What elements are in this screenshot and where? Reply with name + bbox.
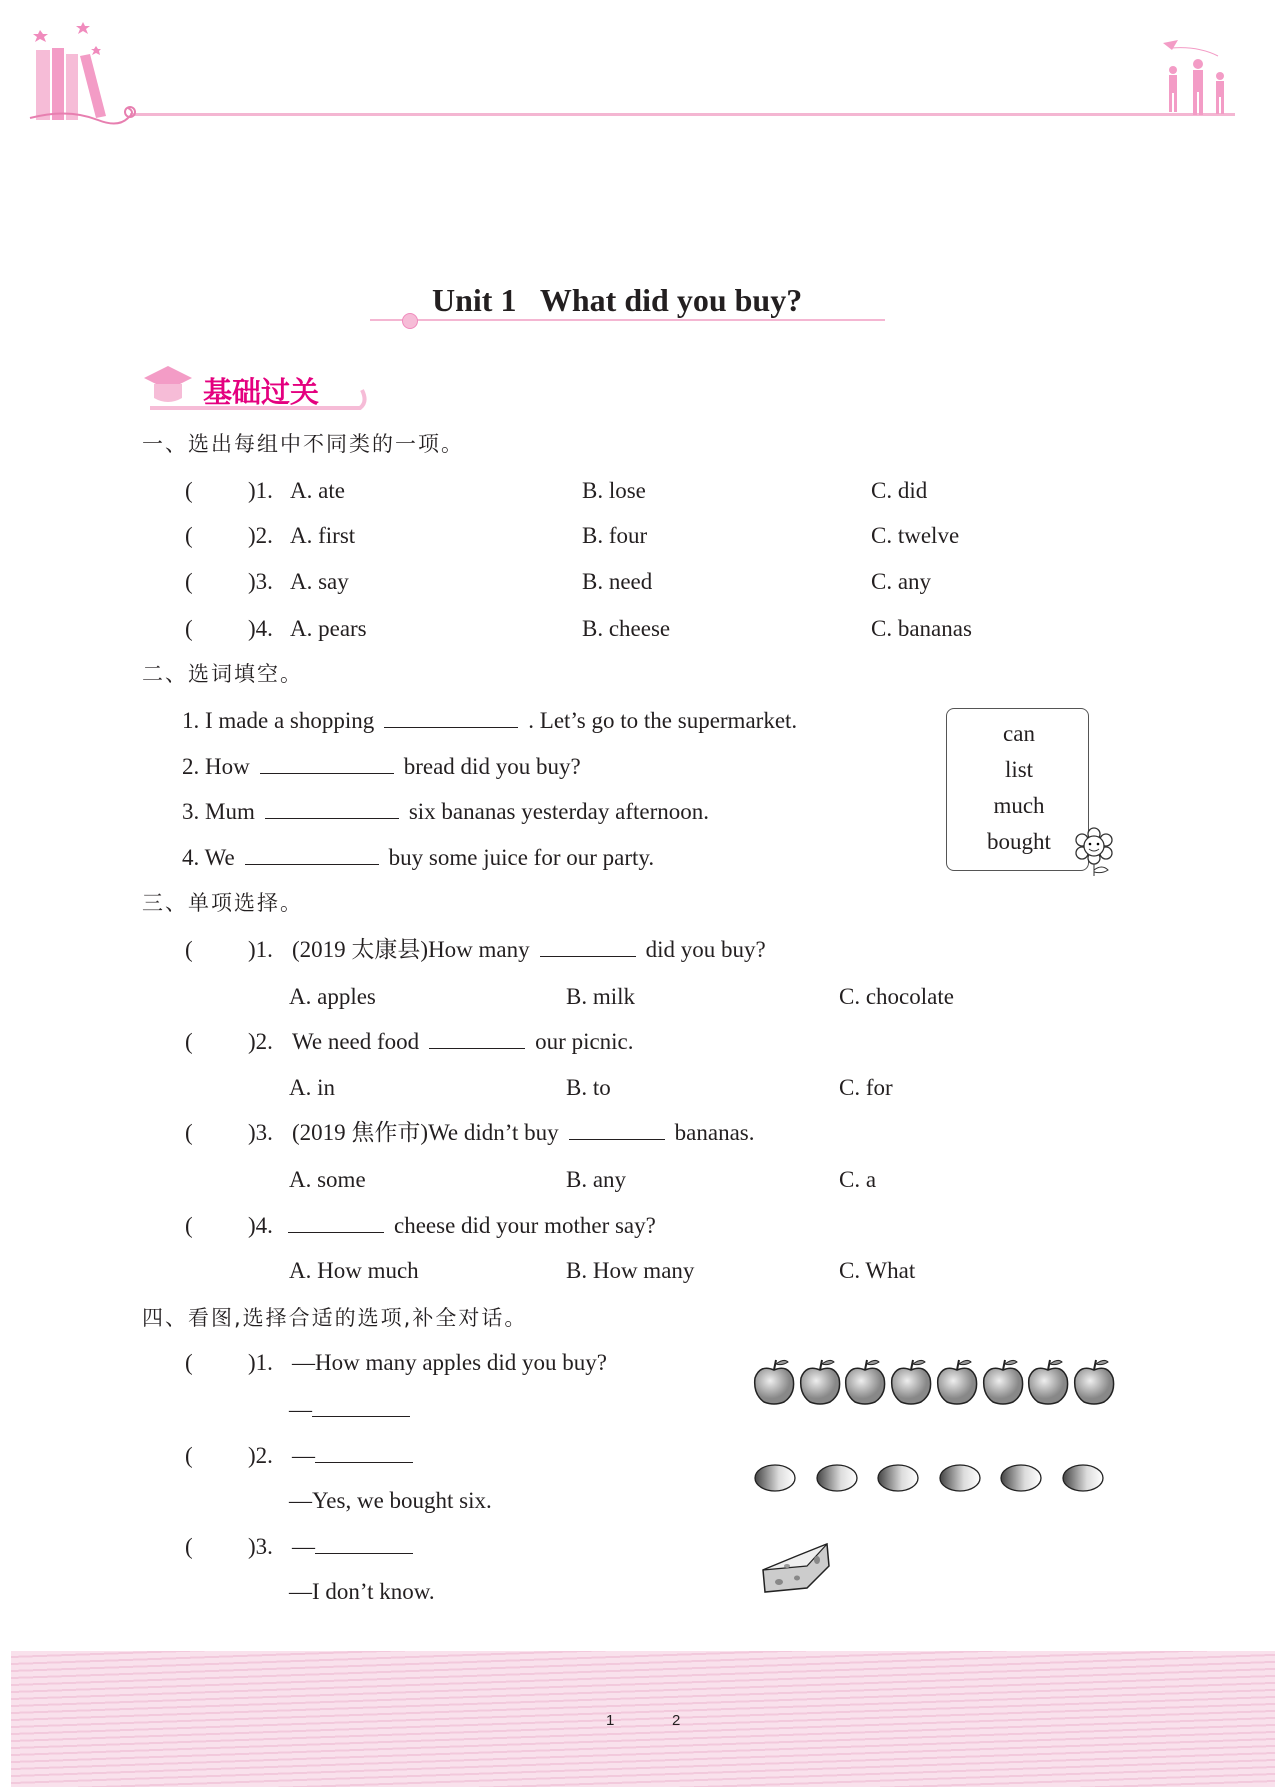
section-heading: 三、单项选择。 <box>142 891 303 915</box>
option-a: A. in <box>289 1075 335 1100</box>
answer-paren[interactable]: ( <box>185 478 193 503</box>
section-heading: 一、选出每组中不同类的一项。 <box>142 432 464 456</box>
option-b: B. milk <box>566 984 636 1009</box>
answer-blank[interactable] <box>245 844 379 865</box>
dialogue-line: —How many apples did you buy? <box>292 1350 607 1375</box>
dialogue-line: —Yes, we bought six. <box>289 1488 492 1513</box>
children-kite-icon <box>1158 38 1238 118</box>
question-after: our picnic. <box>535 1029 634 1054</box>
dash: — <box>292 1443 315 1468</box>
dash: — <box>289 1397 312 1422</box>
question-before: (2019 焦作市)We didn’t buy <box>292 1120 559 1145</box>
option-a: A. some <box>289 1167 366 1192</box>
fill-sentence <box>182 844 654 872</box>
egg-icon <box>753 1463 797 1493</box>
apple-icon <box>1026 1358 1072 1406</box>
option-a: A. How much <box>289 1258 419 1283</box>
option-b: B. cheese <box>582 616 671 641</box>
answer-paren[interactable]: ( <box>185 1350 193 1375</box>
word-bank-box <box>946 708 1089 871</box>
sentence-before: 3. Mum <box>182 799 255 824</box>
question-number: )4. <box>248 1213 273 1238</box>
question-text <box>292 1119 755 1147</box>
sentence-after: . Let’s go to the supermarket. <box>528 708 798 733</box>
fill-sentence <box>182 707 797 735</box>
question-number: )3. <box>248 1534 273 1559</box>
question-after: cheese did your mother say? <box>394 1213 656 1238</box>
dialogue-answer <box>292 1442 413 1470</box>
title-underline-dot <box>402 313 418 329</box>
apple-icon <box>981 1358 1027 1406</box>
option-c: C. twelve <box>871 523 960 548</box>
answer-paren[interactable]: ( <box>185 616 193 641</box>
answer-paren[interactable]: ( <box>185 523 193 548</box>
answer-paren[interactable]: ( <box>185 1534 193 1559</box>
page-number-left: 1 <box>606 1712 615 1729</box>
section-heading: 四、看图,选择合适的选项,补全对话。 <box>142 1306 528 1330</box>
option-b: B. need <box>582 569 653 594</box>
footer-band <box>11 1651 1275 1787</box>
question-text <box>292 1028 634 1056</box>
fill-sentence <box>182 798 709 826</box>
option-b: B. to <box>566 1075 611 1100</box>
section-heading: 二、选词填空。 <box>142 662 303 686</box>
apple-icon <box>1072 1358 1118 1406</box>
answer-blank[interactable] <box>569 1119 665 1140</box>
dash: — <box>292 1534 315 1559</box>
egg-icon <box>876 1463 920 1493</box>
option-a: A. ate <box>290 478 345 503</box>
dialogue-line: —I don’t know. <box>289 1579 435 1604</box>
sentence-after: buy some juice for our party. <box>388 845 655 870</box>
answer-blank[interactable] <box>429 1028 525 1049</box>
option-a: A. pears <box>290 616 367 641</box>
word-bank-item: bought <box>987 829 1051 854</box>
option-c: C. chocolate <box>839 984 954 1009</box>
answer-blank[interactable] <box>540 936 636 957</box>
question-before: (2019 太康县)How many <box>292 937 530 962</box>
page-title: Unit 1 What did you buy? <box>432 282 803 318</box>
question-number: )1. <box>248 478 273 503</box>
header-rule <box>130 113 1235 116</box>
answer-blank[interactable] <box>312 1396 410 1417</box>
egg-icon <box>815 1463 859 1493</box>
question-before: We need food <box>292 1029 420 1054</box>
question-number: )4. <box>248 616 273 641</box>
option-b: B. any <box>566 1167 627 1192</box>
sentence-after: bread did you buy? <box>403 754 581 779</box>
question-number: )3. <box>248 1120 273 1145</box>
apple-icon <box>843 1358 889 1406</box>
word-bank-item: list <box>1004 757 1034 782</box>
option-c: C. bananas <box>871 616 972 641</box>
answer-paren[interactable]: ( <box>185 1443 193 1468</box>
sentence-before: 1. I made a shopping <box>182 708 375 733</box>
question-number: )1. <box>248 937 273 962</box>
option-b: B. lose <box>582 478 646 503</box>
answer-blank[interactable] <box>265 798 399 819</box>
sentence-after: six bananas yesterday afternoon. <box>408 799 710 824</box>
dialogue-answer <box>292 1533 413 1561</box>
answer-blank[interactable] <box>260 753 394 774</box>
dialogue-answer <box>289 1396 410 1424</box>
answer-blank[interactable] <box>315 1533 413 1554</box>
apple-icon <box>935 1358 981 1406</box>
question-text <box>280 1212 656 1240</box>
option-a: A. say <box>290 569 349 594</box>
answer-blank[interactable] <box>315 1442 413 1463</box>
option-c: C. for <box>839 1075 893 1100</box>
option-c: C. What <box>839 1258 916 1283</box>
answer-paren[interactable]: ( <box>185 1029 193 1054</box>
question-after: bananas. <box>674 1120 755 1145</box>
question-number: )1. <box>248 1350 273 1375</box>
option-c: C. did <box>871 478 928 503</box>
question-number: )2. <box>248 1443 273 1468</box>
answer-paren[interactable]: ( <box>185 937 193 962</box>
option-a: A. first <box>290 523 356 548</box>
word-bank-item: can <box>1003 721 1035 746</box>
apple-icon <box>798 1358 844 1406</box>
option-c: C. a <box>839 1167 877 1192</box>
option-b: B. four <box>582 523 648 548</box>
question-after: did you buy? <box>645 937 766 962</box>
option-a: A. apples <box>289 984 376 1009</box>
sentence-before: 4. We <box>182 845 235 870</box>
egg-icon <box>1061 1463 1105 1493</box>
answer-blank[interactable] <box>384 707 518 728</box>
books-logo-icon <box>28 20 153 135</box>
answer-blank[interactable] <box>288 1212 384 1233</box>
question-text <box>292 936 766 964</box>
flower-icon <box>1072 826 1117 878</box>
question-number: )2. <box>248 523 273 548</box>
question-number: )3. <box>248 569 273 594</box>
answer-paren[interactable]: ( <box>185 569 193 594</box>
cheese-icon <box>757 1536 833 1598</box>
answer-paren[interactable]: ( <box>185 1213 193 1238</box>
option-c: C. any <box>871 569 932 594</box>
apple-icon <box>889 1358 935 1406</box>
fill-sentence <box>182 753 581 781</box>
title-underline <box>370 319 885 321</box>
egg-icon <box>999 1463 1043 1493</box>
question-number: )2. <box>248 1029 273 1054</box>
section-badge-title: 基础过关 <box>203 375 320 409</box>
answer-paren[interactable]: ( <box>185 1120 193 1145</box>
word-bank-item: much <box>993 793 1045 818</box>
page-number-right: 2 <box>672 1712 681 1729</box>
apple-icon <box>752 1358 798 1406</box>
sentence-before: 2. How <box>182 754 250 779</box>
egg-icon <box>938 1463 982 1493</box>
option-b: B. How many <box>566 1258 695 1283</box>
